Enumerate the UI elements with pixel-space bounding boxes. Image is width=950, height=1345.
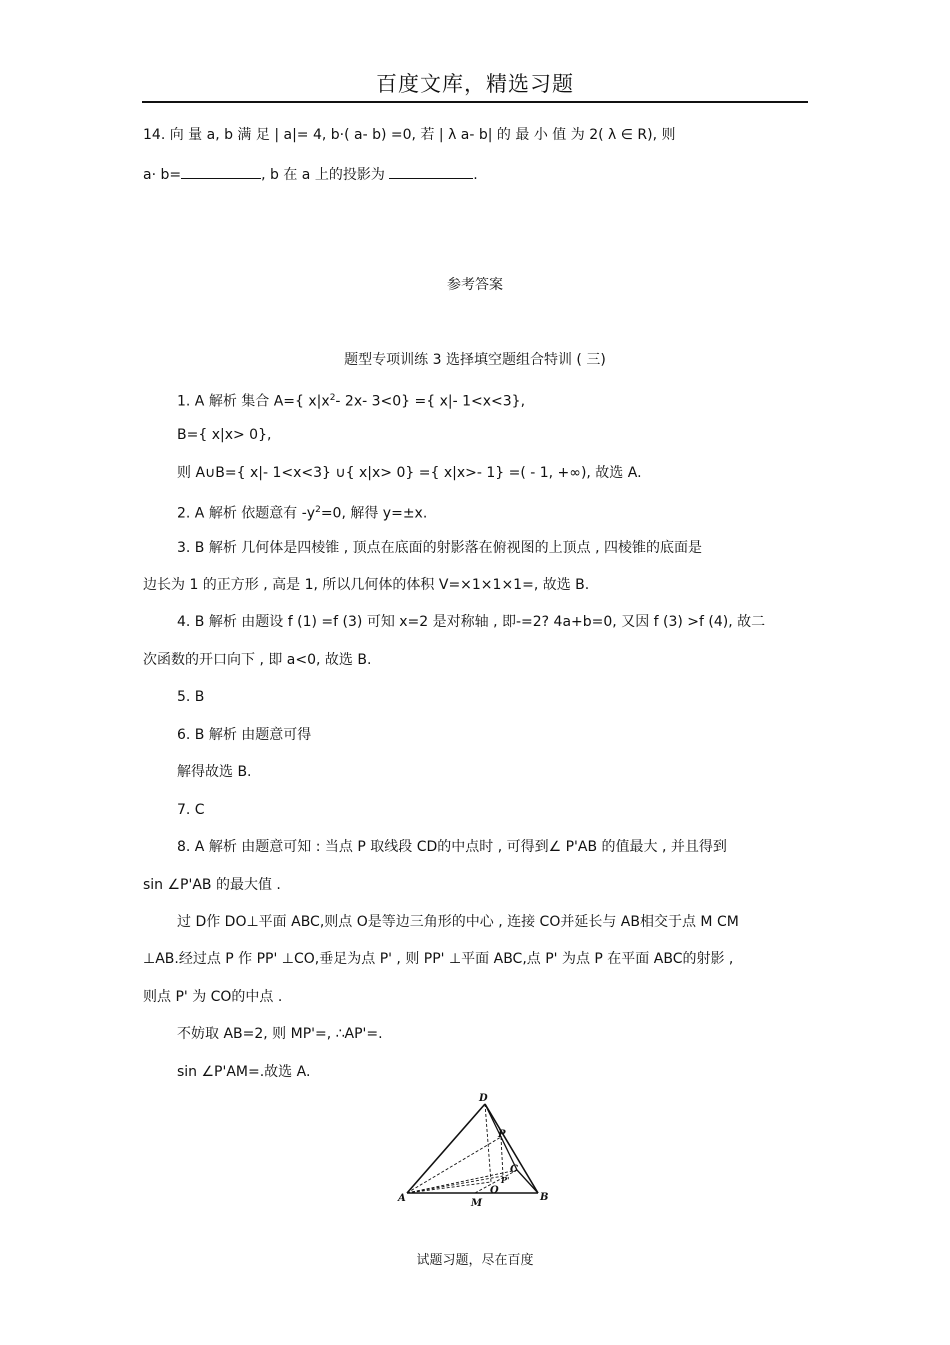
answer-4-line2: 次函数的开口向下 , 即 a<0, 故选 B. bbox=[143, 652, 372, 668]
answer-1-line1: 1. A 解析 集合 A={ $x|x^2-$ 2x- 3<0} ={ x|- 1<x<3}, bbox=[177, 393, 526, 410]
segment-AO bbox=[407, 1182, 491, 1193]
answer-6-line2: 解得故选 B. bbox=[177, 764, 252, 780]
section-title: 题型专项训练 3 选择填空题组合特训 ( 三) bbox=[344, 352, 606, 368]
answer-8-line7: sin ∠P'AM=.故选 A. bbox=[177, 1064, 311, 1080]
answer-8-line1: 8. A 解析 由题意可知 : 当点 P 取线段 CD的中点时 , 可得到∠ P'AB 的值最大 , 并且得到 bbox=[177, 839, 727, 855]
edge-DB bbox=[485, 1104, 538, 1193]
q14-end: . bbox=[473, 167, 478, 183]
segment-PP bbox=[501, 1137, 503, 1176]
label-O: O bbox=[490, 1185, 499, 1196]
edge-AD bbox=[407, 1104, 485, 1193]
answer-8-line5: 则点 P' 为 CO的中点 . bbox=[143, 989, 283, 1005]
answer-blank-2 bbox=[389, 164, 473, 179]
label-P-prime: P' bbox=[501, 1175, 510, 1185]
header-rule bbox=[142, 101, 808, 103]
answer-8-line3: 过 D作 DO⊥平面 ABC,则点 O是等边三角形的中心 , 连接 CO并延长与 AB相交于点 M CM bbox=[177, 914, 739, 930]
edge-CB bbox=[517, 1170, 538, 1193]
label-B: B bbox=[540, 1192, 549, 1203]
label-A: A bbox=[398, 1193, 406, 1204]
superscript: 2 bbox=[315, 505, 321, 515]
q14-line1: 14. 向 量 a, b 满 足 | a|= 4, b·( a- b) =0, 若 | λ a- b| 的 最 小 值 为 2( λ ∈ R), 则 bbox=[143, 127, 676, 143]
header-title: 百度文库，精选习题 bbox=[376, 72, 574, 96]
q14-projection-label: , b 在 a 上的投影为 bbox=[261, 167, 385, 183]
answer-1-line3: 则 A∪B={ x|- 1<x<3} ∪{ x|x> 0} ={ x|x>- 1} =( - 1, +∞), 故选 A. bbox=[177, 465, 642, 481]
label-C: C bbox=[510, 1164, 518, 1175]
answer-blank-1 bbox=[181, 164, 261, 179]
answer-4-line1: 4. B 解析 由题设 f (1) =f (3) 可知 x=2 是对称轴 , 即-=2? 4a+b=0, 又因 f (3) >f (4), 故二 bbox=[177, 614, 766, 630]
superscript: 2 bbox=[329, 393, 336, 403]
q14-line2 bbox=[143, 164, 478, 184]
answer-5: 5. B bbox=[177, 689, 205, 705]
answer-6-line1: 6. B 解析 由题意可得 bbox=[177, 727, 312, 743]
answer-heading: 参考答案 bbox=[447, 277, 503, 293]
tetrahedron-figure bbox=[395, 1090, 560, 1215]
answer-2: 2. A 解析 依题意有 $-y^2=0$, 解得 y=±x. bbox=[177, 505, 428, 522]
footer-text: 试题习题，尽在百度 bbox=[416, 1253, 534, 1268]
answer-1-line2: B={ x|x> 0}, bbox=[177, 427, 272, 443]
answer-3-line1: 3. B 解析 几何体是四棱锥 , 顶点在底面的射影落在俯视图的上顶点 , 四棱锥的底面是 bbox=[177, 540, 703, 556]
label-M: M bbox=[471, 1198, 483, 1209]
answer-7: 7. C bbox=[177, 802, 205, 818]
answer-3-line2: 边长为 1 的正方形 , 高是 1, 所以几何体的体积 V=×1×1×1=, 故选 B. bbox=[143, 577, 590, 593]
label-D: D bbox=[479, 1093, 488, 1104]
answer-8-line2: sin ∠P'AB 的最大值 . bbox=[143, 877, 281, 893]
label-P: P bbox=[498, 1129, 506, 1140]
answer-8-line4: ⊥AB.经过点 P 作 PP' ⊥CO,垂足为点 P' , 则 PP' ⊥平面 ABC,点 P' 为点 P 在平面 ABC的射影 , bbox=[143, 951, 734, 967]
q14-ab-label: a· b= bbox=[143, 167, 182, 183]
answer-8-line6: 不妨取 AB=2, 则 MP'=, ∴AP'=. bbox=[177, 1026, 383, 1042]
